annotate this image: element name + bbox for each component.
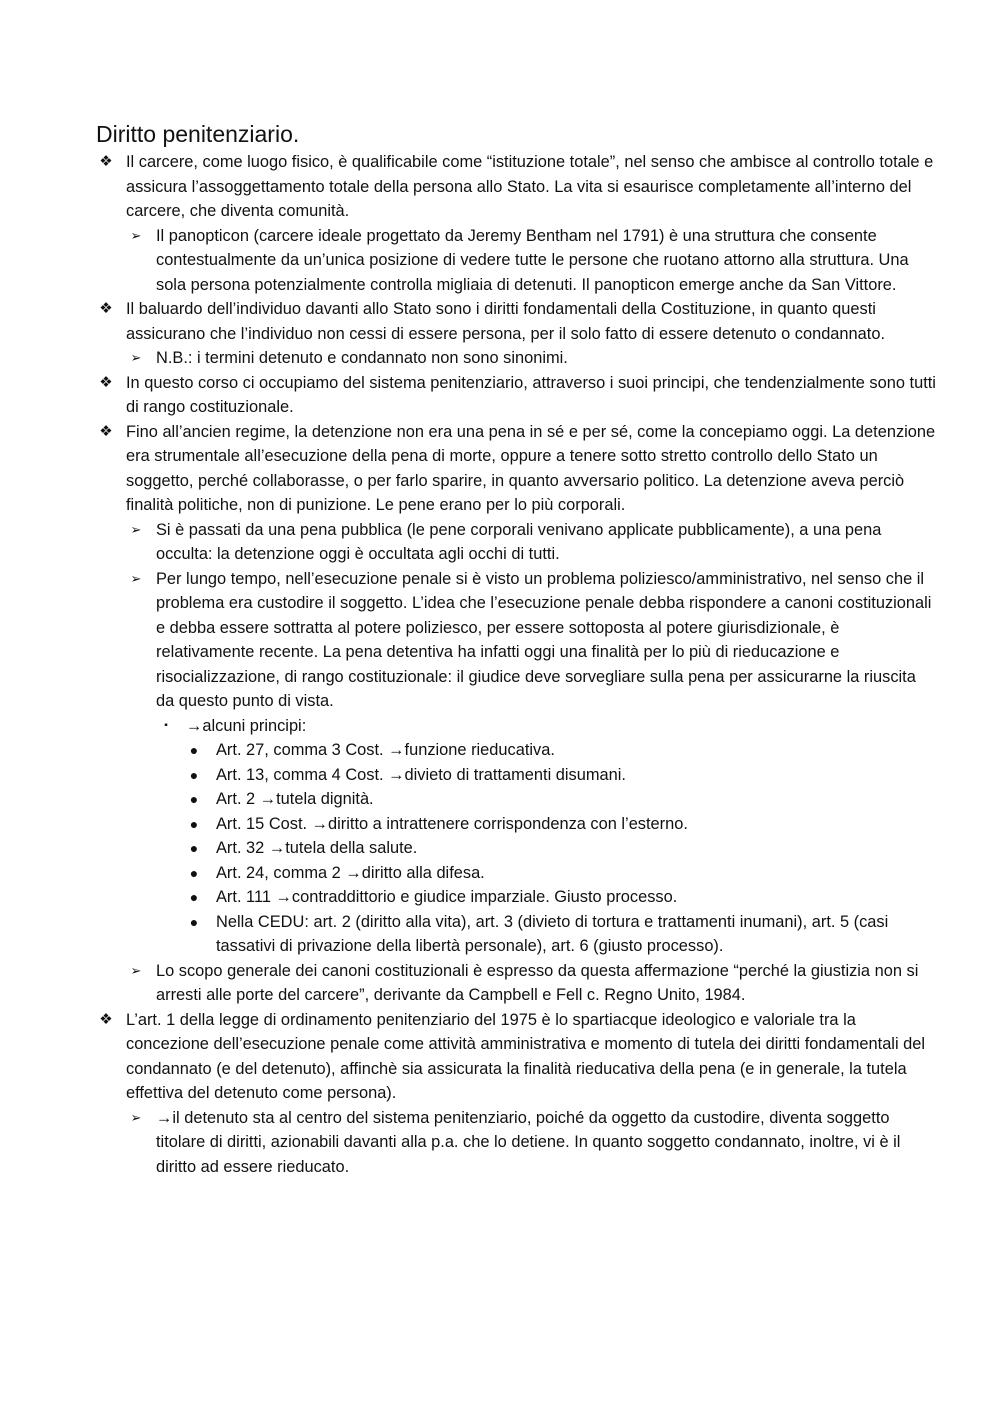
arrow-bullet-icon: ➢ bbox=[130, 962, 142, 978]
arrow-bullet-icon: ➢ bbox=[130, 1109, 142, 1125]
diamond-bullet-icon: ❖ bbox=[99, 422, 113, 440]
diamond-bullet-icon: ❖ bbox=[99, 1010, 113, 1028]
diamond-bullet-icon: ❖ bbox=[99, 373, 113, 391]
list-item bbox=[96, 420, 936, 518]
dot-bullet-icon: ● bbox=[189, 889, 199, 905]
list-item bbox=[96, 150, 936, 224]
list-item bbox=[96, 346, 936, 371]
document-page bbox=[96, 118, 936, 1179]
list-item bbox=[96, 836, 936, 861]
list-item-text: Art. 32 →tutela della salute. bbox=[216, 839, 418, 857]
dot-bullet-icon: ● bbox=[189, 913, 199, 930]
list-item bbox=[96, 714, 936, 739]
dot-bullet-icon: ● bbox=[189, 815, 199, 832]
list-item bbox=[96, 861, 936, 886]
diamond-bullet-icon: ❖ bbox=[99, 153, 113, 170]
dot-bullet-icon: ● bbox=[189, 864, 199, 881]
list-item-text: Art. 111 →contraddittorio e giudice imparziale. Giusto processo. bbox=[216, 888, 678, 906]
list-item-text: Art. 27, comma 3 Cost. →funzione rieducativa. bbox=[216, 741, 555, 759]
list-item bbox=[96, 959, 936, 1008]
list-item-text: Si è passati da una pena pubblica (le pene corporali venivano applicate pubblicamente), a una pena occulta: la detenzione oggi è occultata agli occhi di tutti. bbox=[156, 520, 882, 563]
list-item-text: Per lungo tempo, nell’esecuzione penale si è visto un problema poliziesco/amministrativo, nel senso che il problema era custodire il soggetto. L’idea che l’esecuzione penale debba rispondere a canoni costituzionali e debba essere sottratta al potere poliziesco, per essere sottoposta al potere giurisdizionale, è relativamente recente. La pena detentiva ha infatti oggi una finalità per lo più di rieducazione e risocializzazione, di rango costituzionale: il giudice deve sorvegliare sulla pena per assicurarne la riuscita da questo punto di vista. bbox=[156, 569, 932, 710]
arrow-bullet-icon: ➢ bbox=[130, 521, 142, 537]
list-item-text: Il panopticon (carcere ideale progettato da Jeremy Bentham nel 1791) è una struttura che consente contestualmente da un’unica posizione di vedere tutte le persone che ruotano attorno alla struttura. Una sola persona potenzialmente controlla migliaia di detenuti. Il panopticon emerge anche da San Vittore. bbox=[156, 226, 909, 294]
dot-bullet-icon: ● bbox=[189, 742, 199, 758]
list-item-text: Il baluardo dell’individuo davanti allo Stato sono i diritti fondamentali della Costituzione, in quanto questi assicurano che l’individuo non cessi di essere persona, per il solo fatto di essere detenuto o condannato. bbox=[126, 300, 885, 343]
arrow-bullet-icon: ➢ bbox=[130, 350, 142, 365]
bullet-list bbox=[96, 150, 936, 1179]
list-item bbox=[96, 812, 936, 837]
arrow-bullet-icon: ➢ bbox=[130, 570, 142, 586]
list-item-text: →alcuni principi: bbox=[186, 716, 307, 735]
list-item-text: Art. 24, comma 2 →diritto alla difesa. bbox=[216, 863, 485, 882]
dot-bullet-icon: ● bbox=[189, 791, 199, 807]
dot-bullet-icon: ● bbox=[189, 840, 199, 856]
list-item-text: Fino all’ancien regime, la detenzione non era una pena in sé e per sé, come la concepiamo oggi. La detenzione era strumentale all’esecuzione della pena di morte, oppure a tenere sotto stretto controllo dello Stato un soggetto, perché collaborasse, o per farlo sparire, in quanto avversario politico. La detenzione aveva perciò finalità politiche, non di punizione. Le pene erano per lo più corporali. bbox=[126, 422, 936, 514]
list-item-text: Lo scopo generale dei canoni costituzionali è espresso da questa affermazione “perché la giustizia non si arresti alle porte del carcere”, derivante da Campbell e Fell c. Regno Unito, 1984. bbox=[156, 961, 919, 1004]
list-item-text: N.B.: i termini detenuto e condannato non sono sinonimi. bbox=[156, 349, 568, 367]
square-bullet-icon: ▪ bbox=[164, 719, 168, 731]
list-item-text: Nella CEDU: art. 2 (diritto alla vita), art. 3 (divieto di tortura e trattamenti inumani), art. 5 (casi tassativi di privazione della libertà personale), art. 6 (giusto processo). bbox=[216, 912, 889, 955]
list-item bbox=[96, 1008, 936, 1106]
list-item-text: L’art. 1 della legge di ordinamento penitenziario del 1975 è lo spartiacque ideologico e valoriale tra la concezione dell’esecuzione penale come attività amministrativa e momento di tutela dei diritti fondamentali del condannato (e del detenuto), affinchè sia assicurata la finalità rieducativa della pena (e in generale, la tutela effettiva del detenuto come persona). bbox=[126, 1010, 926, 1102]
list-item bbox=[96, 297, 936, 346]
list-item bbox=[96, 1106, 936, 1180]
list-item-text: Art. 15 Cost. →diritto a intrattenere corrispondenza con l’esterno. bbox=[216, 814, 688, 833]
list-item bbox=[96, 518, 936, 567]
list-item-text: In questo corso ci occupiamo del sistema penitenziario, attraverso i suoi principi, che tendenzialmente sono tutti di rango costituzionale. bbox=[126, 373, 936, 416]
dot-bullet-icon: ● bbox=[189, 766, 199, 783]
arrow-bullet-icon: ➢ bbox=[130, 227, 142, 243]
list-item bbox=[96, 763, 936, 788]
list-item-text: →il detenuto sta al centro del sistema penitenziario, poiché da oggetto da custodire, diventa soggetto titolare di diritti, azionabili davanti alla p.a. che lo detiene. In quanto soggetto condannato, inoltre, vi è il diritto ad essere rieducato. bbox=[156, 1108, 901, 1176]
list-item bbox=[96, 567, 936, 714]
list-item bbox=[96, 885, 936, 910]
list-item bbox=[96, 910, 936, 959]
list-item-text: Art. 13, comma 4 Cost. →divieto di trattamenti disumani. bbox=[216, 765, 626, 784]
list-item bbox=[96, 371, 936, 420]
list-item-text: Il carcere, come luogo fisico, è qualificabile come “istituzione totale”, nel senso che ambisce al controllo totale e assicura l’assoggettamento totale della persona allo Stato. La vita si esaurisce completamente all’interno del carcere, che diventa comunità. bbox=[126, 153, 934, 220]
list-item-text: Art. 2 →tutela dignità. bbox=[216, 790, 374, 808]
diamond-bullet-icon: ❖ bbox=[99, 300, 113, 317]
document-title: Diritto penitenziario. bbox=[96, 121, 300, 147]
list-item bbox=[96, 224, 936, 298]
list-item bbox=[96, 738, 936, 763]
list-item bbox=[96, 787, 936, 812]
